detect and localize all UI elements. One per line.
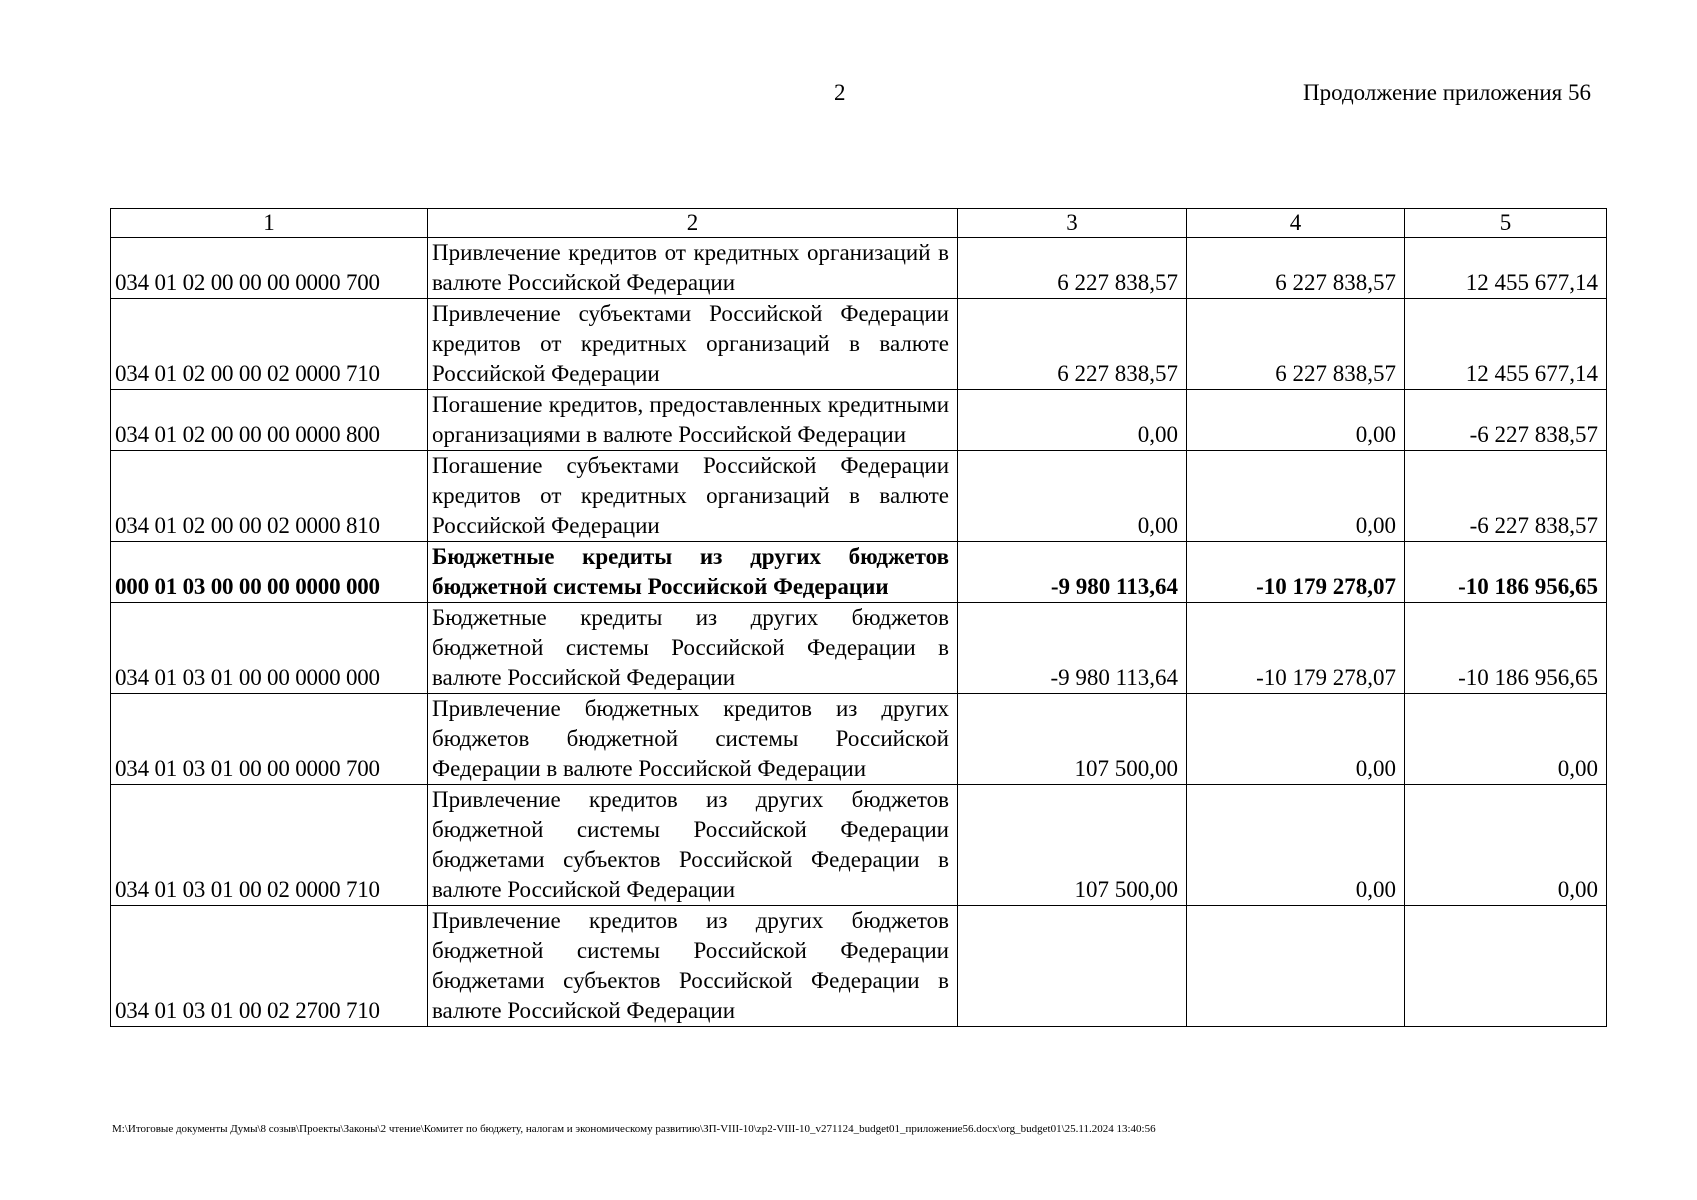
table-row <box>111 694 1607 785</box>
amount-col3: -9 980 113,64 <box>958 603 1187 694</box>
amount-col3: 0,00 <box>958 390 1187 451</box>
budget-code: 034 01 02 00 00 00 0000 700 <box>111 238 428 299</box>
table-row <box>111 390 1607 451</box>
amount-col4: 6 227 838,57 <box>1187 299 1405 390</box>
table-row <box>111 603 1607 694</box>
amount-col4 <box>1187 906 1405 1027</box>
table-row <box>111 238 1607 299</box>
item-name: Привлечение кредитов от кредитных организаций в валюте Российской Федерации <box>428 238 958 299</box>
column-header-2: 2 <box>428 209 958 238</box>
amount-col3: 107 500,00 <box>958 694 1187 785</box>
table-row <box>111 785 1607 906</box>
budget-sources-table <box>110 208 1607 1027</box>
budget-code: 000 01 03 00 00 00 0000 000 <box>111 542 428 603</box>
amount-col5: -6 227 838,57 <box>1405 451 1607 542</box>
amount-col5: 12 455 677,14 <box>1405 299 1607 390</box>
item-name: Бюджетные кредиты из других бюджетов бюджетной системы Российской Федерации <box>428 542 958 603</box>
amount-col5: 0,00 <box>1405 694 1607 785</box>
budget-code: 034 01 03 01 00 02 0000 710 <box>111 785 428 906</box>
page-number: 2 <box>834 80 846 105</box>
amount-col4: -10 179 278,07 <box>1187 542 1405 603</box>
budget-code: 034 01 03 01 00 00 0000 700 <box>111 694 428 785</box>
amount-col3: -9 980 113,64 <box>958 542 1187 603</box>
amount-col5: -10 186 956,65 <box>1405 603 1607 694</box>
amount-col4: 0,00 <box>1187 451 1405 542</box>
amount-col5: 12 455 677,14 <box>1405 238 1607 299</box>
document-file-path-footer: M:\Итоговые документы Думы\8 созыв\Проекты\Законы\2 чтение\Комитет по бюджету, налогам и экономическому развитию\ЗП-VIII-10\zp2-VIII-10_v271124_budget01_приложение56.docx\org_budget01\25.11.2024 13:40:56 <box>112 1123 1156 1135</box>
appendix-continuation-title: Продолжение приложения 56 <box>1303 80 1591 105</box>
amount-col4: 6 227 838,57 <box>1187 238 1405 299</box>
budget-code: 034 01 02 00 00 00 0000 800 <box>111 390 428 451</box>
item-name: Бюджетные кредиты из других бюджетов бюджетной системы Российской Федерации в валюте Российской Федерации <box>428 603 958 694</box>
budget-code: 034 01 02 00 00 02 0000 710 <box>111 299 428 390</box>
column-header-1: 1 <box>111 209 428 238</box>
amount-col4: 0,00 <box>1187 785 1405 906</box>
amount-col4: -10 179 278,07 <box>1187 603 1405 694</box>
amount-col3 <box>958 906 1187 1027</box>
column-header-5: 5 <box>1405 209 1607 238</box>
amount-col5: -6 227 838,57 <box>1405 390 1607 451</box>
budget-code: 034 01 03 01 00 00 0000 000 <box>111 603 428 694</box>
table-row <box>111 906 1607 1027</box>
table-row <box>111 299 1607 390</box>
amount-col3: 6 227 838,57 <box>958 238 1187 299</box>
amount-col4: 0,00 <box>1187 390 1405 451</box>
item-name: Привлечение кредитов из других бюджетов бюджетной системы Российской Федерации бюджетами субъектов Российской Федерации в валюте Российской Федерации <box>428 785 958 906</box>
amount-col4: 0,00 <box>1187 694 1405 785</box>
amount-col3: 0,00 <box>958 451 1187 542</box>
amount-col5 <box>1405 906 1607 1027</box>
amount-col3: 107 500,00 <box>958 785 1187 906</box>
column-header-4: 4 <box>1187 209 1405 238</box>
item-name: Погашение кредитов, предоставленных кредитными организациями в валюте Российской Федерации <box>428 390 958 451</box>
column-header-3: 3 <box>958 209 1187 238</box>
item-name: Привлечение бюджетных кредитов из других бюджетов бюджетной системы Российской Федерации в валюте Российской Федерации <box>428 694 958 785</box>
column-number-row <box>111 209 1607 238</box>
item-name: Погашение субъектами Российской Федерации кредитов от кредитных организаций в валюте Российской Федерации <box>428 451 958 542</box>
amount-col3: 6 227 838,57 <box>958 299 1187 390</box>
budget-code: 034 01 02 00 00 02 0000 810 <box>111 451 428 542</box>
amount-col5: 0,00 <box>1405 785 1607 906</box>
amount-col5: -10 186 956,65 <box>1405 542 1607 603</box>
table-row <box>111 451 1607 542</box>
table-row-section-total <box>111 542 1607 603</box>
budget-code: 034 01 03 01 00 02 2700 710 <box>111 906 428 1027</box>
item-name: Привлечение субъектами Российской Федерации кредитов от кредитных организаций в валюте Российской Федерации <box>428 299 958 390</box>
item-name: Привлечение кредитов из других бюджетов бюджетной системы Российской Федерации бюджетами субъектов Российской Федерации в валюте Российской Федерации <box>428 906 958 1027</box>
